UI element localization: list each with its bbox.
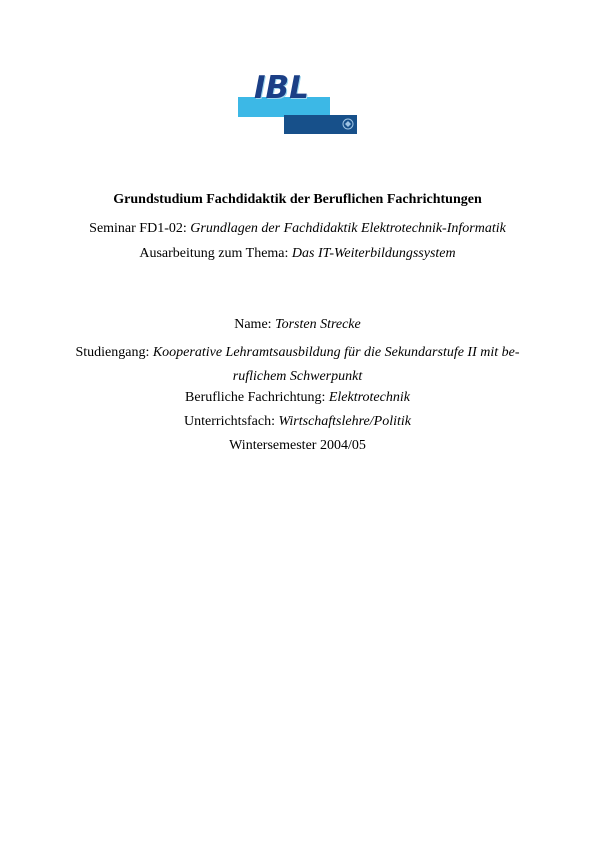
thema-label: Ausarbeitung zum Thema: xyxy=(139,246,292,261)
studiengang-value-line1: Kooperative Lehramtsausbildung für die Sekundarstufe II mit be- xyxy=(152,345,520,360)
fachrichtung-value: Elektrotechnik xyxy=(328,390,410,405)
thema-value: Das IT-Weiterbildungssystem xyxy=(291,246,456,261)
seminar-line xyxy=(0,221,595,237)
studiengang-value-line2: ruflichem Schwerpunkt xyxy=(232,369,363,384)
seminar-label: Seminar FD1-02: xyxy=(89,221,191,236)
fachrichtung-line xyxy=(0,390,595,406)
ibl-logo xyxy=(238,70,357,135)
logo-dark-band xyxy=(284,115,357,134)
seminar-value: Grundlagen der Fachdidaktik Elektrotechnik-Informatik xyxy=(190,221,506,236)
studiengang-line xyxy=(0,345,595,361)
name-value: Torsten Strecke xyxy=(275,317,361,332)
thema-line xyxy=(0,246,595,262)
studiengang-label: Studiengang: xyxy=(75,345,153,360)
studiengang-line-2 xyxy=(0,369,595,385)
logo-emblem-icon xyxy=(342,118,354,130)
logo-text: IBL xyxy=(254,70,309,106)
semester-line: Wintersemester 2004/05 xyxy=(229,438,366,453)
name-label: Name: xyxy=(234,317,276,332)
unterrichtsfach-value: Wirtschaftslehre/Politik xyxy=(278,414,411,429)
document-title: Grundstudium Fachdidaktik der Beruflichen Fachrichtungen xyxy=(113,192,482,207)
unterrichtsfach-line xyxy=(0,414,595,430)
unterrichtsfach-label: Unterrichtsfach: xyxy=(184,414,279,429)
name-line xyxy=(0,317,595,333)
fachrichtung-label: Berufliche Fachrichtung: xyxy=(185,390,329,405)
